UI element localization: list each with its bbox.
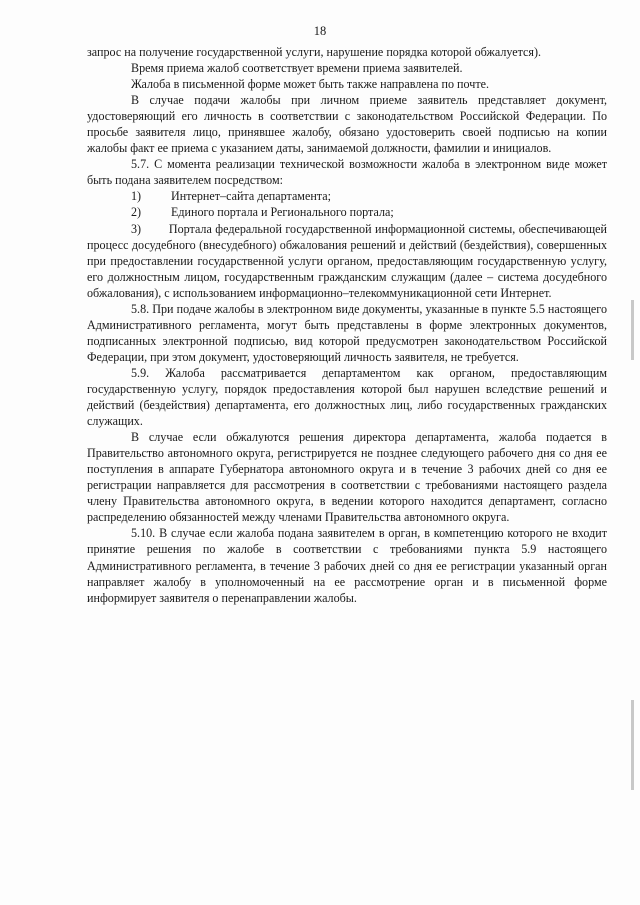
document-body: [87, 44, 607, 606]
paragraph-continuation: запрос на получение государственной услуги, нарушение порядка которой обжалуется).: [87, 45, 542, 59]
list-item-number: 1): [131, 189, 142, 204]
list-item-text: Единого портала и Регионального портала;: [171, 205, 394, 220]
paragraph-postal-complaint: Жалоба в письменной форме может быть также направлена по почте.: [131, 77, 490, 92]
list-item-1: [87, 188, 607, 204]
paragraph-5-9: 5.9. Жалоба рассматривается департаментом как органом, предоставляющим государственную услугу, порядок предоставления которой был нарушен вследствие решений и действий (бездействия) департамента, его должностных лиц, либо государственных гражданских служащих.: [87, 365, 607, 429]
list-item-3: [87, 221, 607, 301]
list-item-number: 2): [131, 205, 142, 220]
paragraph-5-8: 5.8. При подаче жалобы в электронном виде документы, указанные в пункте 5.5 настоящего Административного регламента, могут быть представлены в форме электронных документов, подписанных электронной подписью, вид которой предусмотрен законодательством Российской Федерации, при этом документ, удостоверяющий личность заявителя, не требуется.: [87, 301, 607, 364]
paragraph-5-10: 5.10. В случае если жалоба подана заявителем в орган, в компетенцию которого не входит принятие решения по жалобе в соответствии с требованиями пункта 5.9 настоящего Административного регламента, в течение 3 рабочих дней со дня ее регистрации указанный орган направляет жалобу в уполномоченный на ее рассмотрение орган и в письменной форме информирует заявителя о перенаправлении жалобы.: [87, 526, 607, 605]
paragraph-5-7: 5.7. С момента реализации технической возможности жалоба в электронном виде может быть подана заявителем посредством:: [87, 157, 607, 188]
list-item-text: Интернет–сайта департамента;: [171, 189, 331, 204]
scan-edge-mark: [631, 700, 634, 790]
paragraph-director-complaint: В случае если обжалуются решения директора департамента, жалоба подается в Правительство автономного округа, регистрируется не позднее следующего рабочего дня со дня ее поступления в аппарате Губернатора автономного округа и в течение 3 рабочих дней со дня ее регистрации направляется для рассмотрения в соответствии с требованиями настоящего раздела члену Правительства автономного округа, в ведении которого находится департамент, согласно распределению обязанностей между членами Правительства автономного округа.: [87, 430, 607, 525]
list-item-number: 3): [131, 221, 142, 236]
list-item-2: [87, 204, 607, 220]
page-number: 18: [313, 24, 327, 38]
scan-edge-mark: [631, 300, 634, 360]
paragraph-reception-time: Время приема жалоб соответствует времени приема заявителей.: [131, 61, 463, 76]
list-item-text: Портала федеральной государственной информационной системы, обеспечивающей процесс досудебного (внесудебного) обжалования решений и действий (бездействия), совершенных при предоставлении государственной услуги органом, предоставляющим государственную услугу, его должностным лицом, государственным гражданским служащим (далее – система досудебного обжалования), с использованием информационно–телекоммуникационной сети Интернет.: [87, 221, 608, 300]
paragraph-personal-reception: В случае подачи жалобы при личном приеме заявитель представляет документ, удостоверяющий его личность в соответствии с законодательством Российской Федерации. По просьбе заявителя лицо, принявшее жалобу, обязано удостоверить своей подписью на копии жалобы факт ее приема с указанием даты, занимаемой должности, фамилии и инициалов.: [87, 93, 607, 156]
